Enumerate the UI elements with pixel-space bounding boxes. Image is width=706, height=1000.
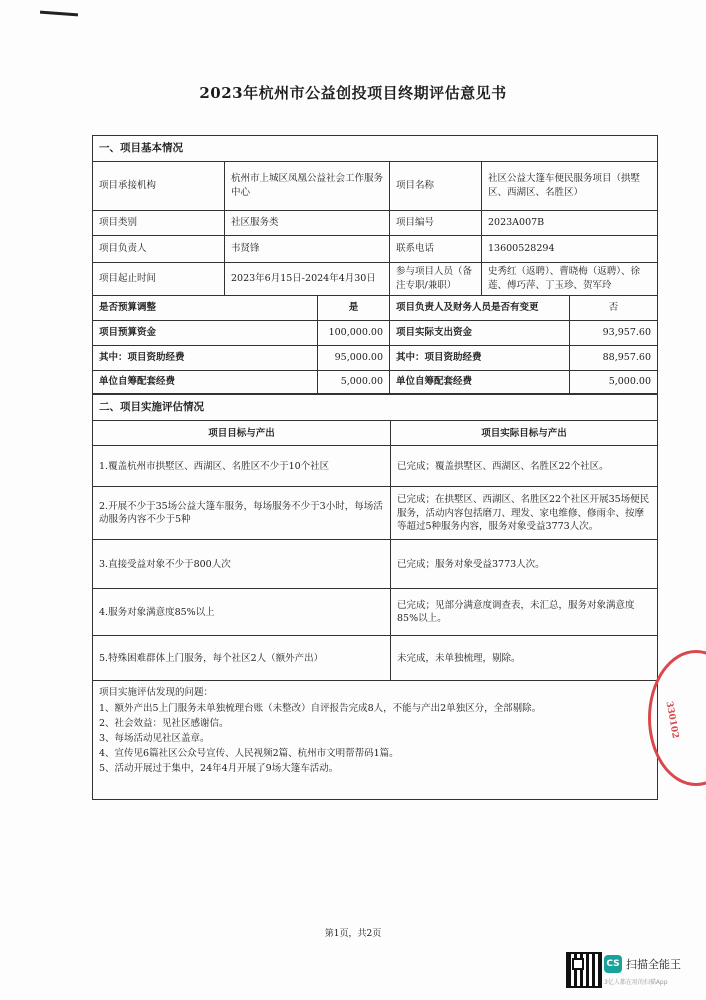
camscanner-logo-icon: CS <box>604 955 622 973</box>
actual-spend-value: 93,957.60 <box>602 327 651 339</box>
section2-heading: 二、项目实施评估情况 <box>93 394 657 421</box>
camscanner-name: 扫描全能王 <box>626 958 681 971</box>
outcome-actual: 未完成，未单独梳理，剔除。 <box>397 652 521 664</box>
outcome-target: 1.覆盖杭州市拱墅区、西湖区、名胜区不少于10个社区 <box>93 446 391 486</box>
staff-label: 参与项目人员（备注专职/兼职） <box>390 263 482 295</box>
section1-heading: 一、项目基本情况 <box>93 136 657 162</box>
finding-item: 4、宣传见6篇社区公众号宣传、人民视频2篇、杭州市文明帮帮码1篇。 <box>99 748 399 760</box>
row-budget-adjust <box>93 296 657 321</box>
evaluation-form <box>92 135 658 800</box>
finding-item: 3、每场活动见社区盖章。 <box>99 733 210 744</box>
finding-item: 5、活动开展过于集中，24年4月开展了9场大篷车活动。 <box>99 763 339 775</box>
staff-value: 史秀红（返聘）、曹晓梅（返聘）、徐莲、傅巧萍、丁玉珍、贺军玲 <box>488 266 641 292</box>
period-label: 项目起止时间 <box>93 263 225 295</box>
row-budget <box>93 321 657 346</box>
document-title: 2023年杭州市公益创投项目终期评估意见书 <box>199 84 507 102</box>
budget-value: 100,000.00 <box>318 321 390 345</box>
grant-label: 其中：项目资助经费 <box>93 346 318 370</box>
grant-actual-label: 其中：项目资助经费 <box>390 346 570 370</box>
outcome-row <box>93 487 657 540</box>
outcome-target: 2.开展不少于35场公益大篷车服务，每场服务不少于3小时，每场活动服务内容不少于5种 <box>93 487 391 539</box>
actual-spend-label: 项目实际支出资金 <box>390 321 570 345</box>
self-funding-actual-label: 单位自筹配套经费 <box>390 371 570 393</box>
outcome-actual: 已完成；在拱墅区、西湖区、名胜区22个社区开展35场便民服务，活动内容包括磨刀、理发、家电维修、修雨伞、按摩等超过5种服务内容，服务对象受益3773人次。 <box>397 493 650 533</box>
phone-value: 13600528294 <box>488 243 555 255</box>
outcome-row <box>93 589 657 636</box>
grant-value: 95,000.00 <box>318 346 390 370</box>
outcome-actual: 已完成；覆盖拱墅区、西湖区、名胜区22个社区。 <box>397 460 609 472</box>
staff-change-label: 项目负责人及财务人员是否有变更 <box>390 296 570 320</box>
target-column-header: 项目目标与产出 <box>93 421 391 445</box>
budget-adjust-label: 是否预算调整 <box>93 296 318 320</box>
period-value: 2023年6月15日-2024年4月30日 <box>225 263 390 295</box>
org-label: 项目承接机构 <box>93 162 225 210</box>
seal-number: 330102 <box>663 700 680 740</box>
camscanner-slogan: 3亿人都在用的扫描App <box>604 979 668 986</box>
name-label: 项目名称 <box>390 162 482 210</box>
row-period <box>93 263 657 296</box>
leader-label: 项目负责人 <box>93 236 225 262</box>
type-value: 社区服务类 <box>225 211 390 235</box>
grant-actual-value: 88,957.60 <box>602 352 651 364</box>
row-grant <box>93 346 657 371</box>
self-funding-actual-value: 5,000.00 <box>608 376 651 388</box>
outcome-row <box>93 636 657 681</box>
row-leader <box>93 236 657 263</box>
finding-item: 2、社会效益：见社区感谢信。 <box>99 717 229 729</box>
outcome-row <box>93 540 657 589</box>
type-label: 项目类别 <box>93 211 225 235</box>
outcome-actual: 已完成；见部分满意度调查表，未汇总，服务对象满意度85%以上。 <box>397 599 635 625</box>
row-self-funding <box>93 371 657 394</box>
org-value: 杭州市上城区凤凰公益社会工作服务中心 <box>225 162 390 210</box>
budget-label: 项目预算资金 <box>93 321 318 345</box>
actual-column-header: 项目实际目标与产出 <box>481 427 567 439</box>
staff-change-value: 否 <box>608 302 619 314</box>
phone-label: 联系电话 <box>390 236 482 262</box>
code-label: 项目编号 <box>390 211 482 235</box>
leader-value: 韦贤锋 <box>225 236 390 262</box>
outcome-row <box>93 446 657 487</box>
qr-code-icon <box>566 952 602 988</box>
outcome-target: 3.直接受益对象不少于800人次 <box>93 540 391 588</box>
outcome-target: 5.特殊困难群体上门服务，每个社区2人（额外产出） <box>93 636 391 680</box>
self-funding-value: 5,000.00 <box>318 371 390 393</box>
code-value: 2023A007B <box>488 217 545 229</box>
finding-item: 1、额外产出5上门服务未单独梳理台账（未整改）自评报告完成8人，不能与产出2单独区分，全部剔除。 <box>99 702 542 714</box>
outcome-target: 4.服务对象满意度85%以上 <box>93 589 391 635</box>
findings-block <box>93 681 657 799</box>
findings-heading: 项目实施评估发现的问题： <box>99 687 214 699</box>
row-org <box>93 162 657 211</box>
name-value: 社区公益大篷车便民服务项目（拱墅区、西湖区、名胜区） <box>488 173 641 199</box>
page-number: 第1页，共2页 <box>324 929 382 939</box>
scan-artifact-mark <box>40 11 78 17</box>
row-type <box>93 211 657 236</box>
section2-header-row <box>93 421 657 446</box>
outcome-actual: 已完成；服务对象受益3773人次。 <box>397 558 545 570</box>
budget-adjust-value: 是 <box>318 296 390 320</box>
self-funding-label: 单位自筹配套经费 <box>93 371 318 393</box>
